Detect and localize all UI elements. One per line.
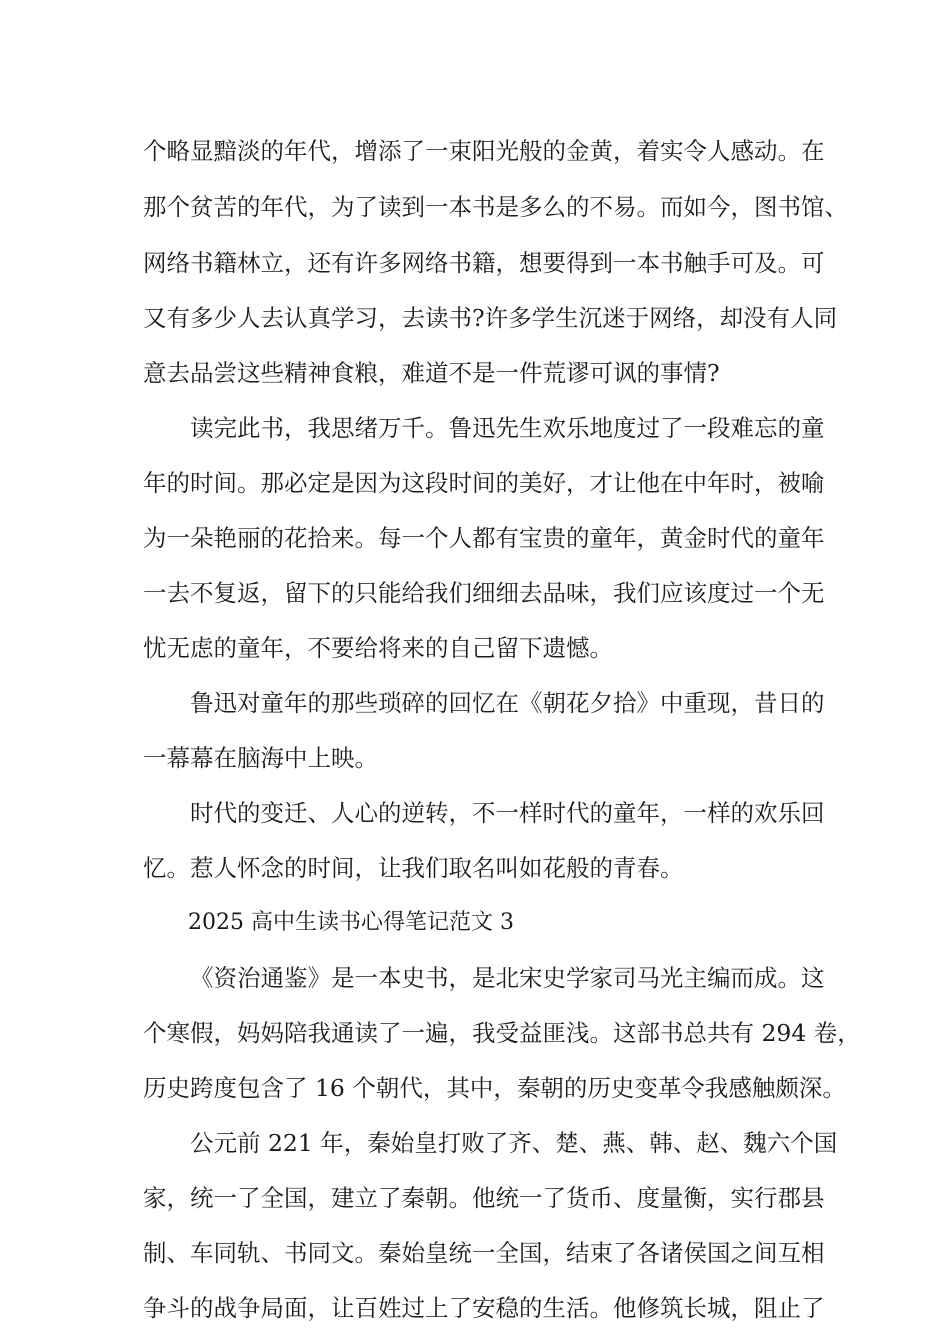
text-line: 争斗的战争局面，让百姓过上了安稳的生活。他修筑长城，阻止了 [143, 1294, 825, 1322]
text-line: 个略显黯淡的年代，增添了一束阳光般的金黄，着实令人感动。在 [143, 137, 825, 165]
text-line: 年的时间。那必定是因为这段时间的美好，才让他在中年时，被喻 [143, 469, 825, 497]
text-line: 家，统一了全国，建立了秦朝。他统一了货币、度量衡，实行郡县 [143, 1184, 825, 1212]
text-line: 历史跨度包含了 16 个朝代，其中，秦朝的历史变革令我感触颇深。 [143, 1074, 846, 1102]
paragraph-first-line: 公元前 221 年，秦始皇打败了齐、楚、燕、韩、赵、魏六个国 [190, 1129, 838, 1157]
paragraph-first-line: 时代的变迁、人心的逆转，不一样时代的童年，一样的欢乐回 [190, 799, 825, 827]
paragraph-first-line: 读完此书，我思绪万千。鲁迅先生欢乐地度过了一段难忘的童 [190, 414, 825, 442]
text-line: 那个贫苦的年代，为了读到一本书是多么的不易。而如今，图书馆、 [143, 193, 848, 221]
text-line: 制、车同轨、书同文。秦始皇统一全国，结束了各诸侯国之间互相 [143, 1239, 825, 1267]
text-line: 一幕幕在脑海中上映。 [143, 744, 378, 772]
section-heading: 2025 高中生读书心得笔记范文 3 [188, 910, 514, 935]
text-line: 网络书籍林立，还有许多网络书籍，想要得到一本书触手可及。可 [143, 249, 825, 277]
text-line: 为一朵艳丽的花拾来。每一个人都有宝贵的童年，黄金时代的童年 [143, 524, 825, 552]
paragraph-first-line: 鲁迅对童年的那些琐碎的回忆在《朝花夕拾》中重现，昔日的 [190, 689, 825, 717]
paragraph-first-line: 《资治通鉴》是一本史书，是北宋史学家司马光主编而成。这 [190, 964, 825, 992]
text-line: 忧无虑的童年，不要给将来的自己留下遗憾。 [143, 634, 613, 662]
text-line: 意去品尝这些精神食粮，难道不是一件荒谬可讽的事情? [143, 359, 720, 387]
text-line: 个寒假，妈妈陪我通读了一遍，我受益匪浅。这部书总共有 294 卷， [143, 1019, 861, 1047]
text-line: 一去不复返，留下的只能给我们细细去品味，我们应该度过一个无 [143, 579, 825, 607]
text-line: 忆。惹人怀念的时间，让我们取名叫如花般的青春。 [143, 854, 684, 882]
text-line: 又有多少人去认真学习，去读书?许多学生沉迷于网络，却没有人同 [143, 304, 838, 332]
